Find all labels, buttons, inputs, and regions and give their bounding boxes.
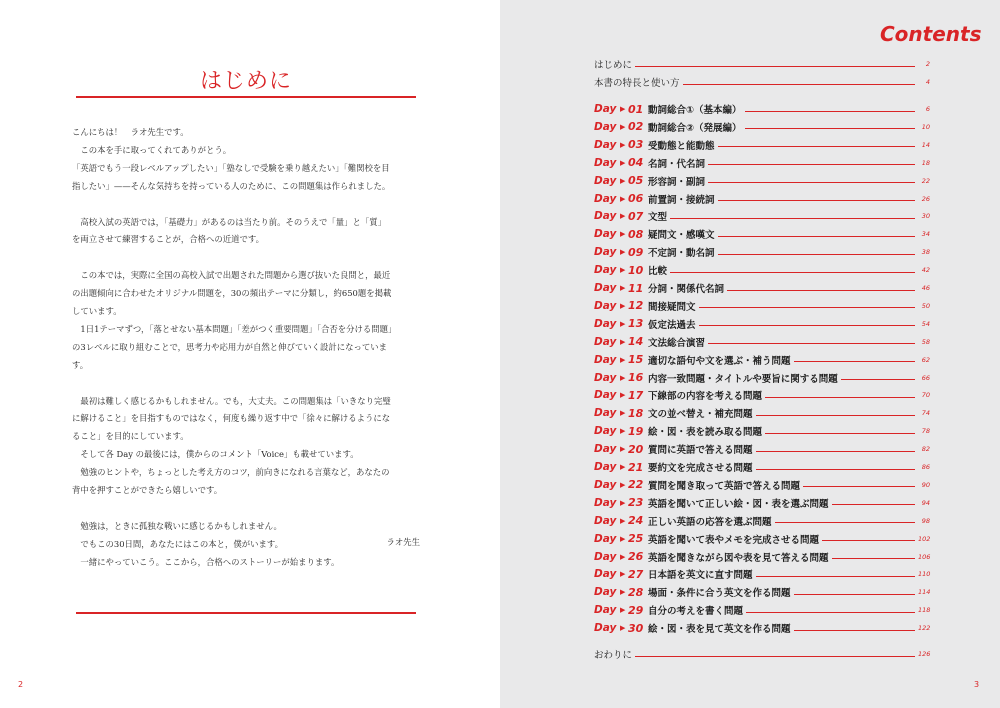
day-label: Day: [594, 371, 617, 384]
toc-page-number: 30: [921, 212, 930, 221]
leader-line: [670, 272, 915, 273]
toc-entry-label: 形容詞・副詞: [648, 176, 706, 188]
toc-day-entry[interactable]: [594, 155, 930, 171]
toc-entry-label: 分詞・関係代名詞: [648, 284, 725, 295]
body-line: 一緒にやっていこう。ここから，合格へのストーリーが始まります。: [72, 556, 340, 567]
toc-day-entry[interactable]: [594, 280, 930, 296]
toc-entry-label: 英語を聞いて表やメモを完成させる問題: [648, 534, 820, 546]
day-number: 24: [628, 514, 644, 528]
day-label: Day: [594, 478, 617, 491]
toc-day-entry[interactable]: [594, 119, 930, 135]
leader-line: [699, 325, 915, 326]
intro-title: はじめに: [199, 69, 292, 94]
day-label: Day: [594, 192, 617, 205]
leader-line: [794, 361, 915, 362]
arrow-icon: ▶: [620, 427, 626, 436]
day-label: Day: [594, 282, 617, 294]
toc-page-number: 58: [921, 337, 930, 346]
leader-line: [745, 111, 915, 112]
arrow-icon: ▶: [620, 266, 626, 275]
toc-day-entry[interactable]: [594, 387, 930, 403]
arrow-icon: ▶: [620, 284, 626, 292]
day-number: 10: [628, 263, 644, 277]
body-line: 勉強のヒントや，ちょっとした考え方のコツ，前向きになれる言葉など，あなたの: [72, 467, 390, 478]
toc-day-entry[interactable]: [594, 262, 930, 278]
day-label: Day: [594, 210, 617, 223]
day-number: 03: [628, 138, 644, 152]
toc-day-entry[interactable]: [594, 602, 930, 618]
arrow-icon: ▶: [620, 534, 626, 543]
page-number-right: 3: [974, 680, 980, 689]
leader-line: [756, 469, 915, 470]
leader-line: [718, 254, 915, 255]
day-label: Day: [594, 174, 617, 187]
day-number: 27: [628, 567, 644, 581]
day-number: 14: [628, 335, 644, 349]
day-number: 25: [628, 532, 644, 546]
arrow-icon: ▶: [620, 624, 626, 633]
leader-line: [718, 146, 915, 147]
leader-line: [746, 612, 915, 613]
day-number: 15: [628, 353, 644, 367]
toc-day-entry[interactable]: [594, 298, 930, 314]
toc-day-entry[interactable]: [594, 173, 930, 189]
leader-line: [765, 397, 915, 398]
body-line: 勉強は，ときに孤独な戦いに感じるかもしれません。: [72, 520, 282, 531]
arrow-icon: ▶: [620, 409, 626, 418]
toc-page-number: 34: [921, 230, 930, 239]
arrow-icon: ▶: [620, 355, 626, 364]
toc-page-number: 118: [918, 606, 931, 615]
day-label: Day: [594, 550, 617, 563]
arrow-icon: ▶: [620, 319, 626, 328]
toc-page-number: 22: [921, 176, 930, 185]
toc-page-number: 90: [921, 480, 930, 489]
leader-line: [756, 451, 915, 452]
day-label: Day: [594, 138, 617, 151]
day-number: 05: [628, 174, 644, 188]
day-number: 16: [628, 371, 644, 384]
contents-heading: Contents: [880, 22, 982, 46]
toc-page-number: 114: [918, 588, 931, 597]
day-number: 11: [628, 281, 644, 295]
arrow-icon: ▶: [620, 248, 626, 257]
toc-entry-label: 下線部の内容を考える問題: [648, 391, 763, 403]
leader-line: [670, 218, 915, 219]
arrow-icon: ▶: [620, 230, 626, 239]
toc-day-entry[interactable]: [594, 495, 930, 511]
day-number: 21: [628, 460, 644, 474]
day-label: Day: [594, 443, 617, 456]
toc-day-entry[interactable]: [594, 101, 930, 117]
leader-line: [756, 576, 915, 577]
leader-line: [635, 66, 915, 67]
toc-entry-label: 適切な語句や文を選ぶ・補う問題: [648, 355, 791, 367]
arrow-icon: ▶: [620, 337, 626, 346]
body-line: 最初は難しく感じるかもしれません。でも，大丈夫。この問題集は「いきなり完璧: [72, 395, 391, 406]
leader-line: [832, 558, 915, 559]
day-number: 30: [628, 621, 644, 635]
toc-entry-label: 英語を聞きながら図や表を見て答える問題: [648, 552, 829, 564]
day-label: Day: [594, 120, 617, 133]
leader-line: [803, 486, 915, 487]
arrow-icon: ▶: [620, 498, 626, 507]
arrow-icon: ▶: [620, 391, 626, 400]
arrow-icon: ▶: [620, 158, 626, 167]
body-line: す。: [72, 359, 89, 370]
arrow-icon: ▶: [620, 570, 626, 579]
arrow-icon: ▶: [620, 194, 626, 203]
day-label: Day: [594, 568, 617, 581]
toc-day-entry[interactable]: [594, 352, 930, 368]
toc-page-number: 46: [921, 284, 930, 292]
day-label: Day: [594, 317, 617, 330]
toc-day-entry[interactable]: [594, 531, 930, 547]
day-label: Day: [594, 353, 617, 366]
toc-entry-label: 動詞総合①（基本編）: [648, 105, 742, 116]
arrow-icon: ▶: [620, 212, 626, 221]
leader-line: [708, 343, 915, 344]
toc-entry-label: 受動態と能動態: [648, 140, 715, 152]
toc-day-entry[interactable]: [594, 477, 930, 493]
toc-page-number: 70: [921, 391, 930, 400]
day-label: Day: [594, 389, 617, 402]
leader-line: [794, 630, 915, 631]
day-label: Day: [594, 246, 617, 259]
toc-entry-label: 要約文を完成させる問題: [648, 463, 753, 474]
page-number-left: 2: [18, 680, 24, 689]
leader-line: [765, 433, 915, 434]
day-label: Day: [594, 622, 617, 635]
leader-line: [775, 522, 915, 523]
toc-day-entry[interactable]: [594, 405, 930, 421]
day-label: Day: [594, 299, 617, 312]
toc-page-number: 78: [921, 427, 930, 436]
toc-day-entry[interactable]: [594, 137, 930, 153]
leader-line: [635, 656, 915, 657]
arrow-icon: ▶: [620, 105, 626, 113]
toc-day-entry[interactable]: [594, 334, 930, 350]
day-number: 08: [628, 227, 644, 241]
day-number: 09: [628, 245, 644, 259]
toc-day-entry[interactable]: [594, 191, 930, 207]
body-line: 高校入試の英語では，「基礎力」があるのは当たり前。そのうえで「量」と「質」: [72, 216, 387, 227]
day-number: 13: [628, 317, 644, 331]
leader-line: [683, 84, 915, 85]
paragraph-gap: [72, 500, 432, 518]
day-number: 29: [628, 603, 644, 617]
toc-page-number: 122: [918, 624, 931, 633]
toc-page-number: 82: [921, 445, 930, 454]
leader-line: [822, 540, 915, 541]
toc-day-entry[interactable]: [594, 620, 930, 636]
toc-page-number: 18: [921, 158, 930, 167]
toc-page-number: 14: [921, 140, 930, 149]
toc-day-entry[interactable]: [594, 459, 930, 475]
paragraph-gap: [72, 375, 432, 393]
toc-day-entry[interactable]: [594, 208, 930, 224]
toc-page-number: 38: [921, 248, 930, 257]
day-label: Day: [594, 496, 617, 509]
toc-page-number: 126: [918, 650, 931, 658]
toc-entry-label: 質問に英語で答える問題: [648, 445, 753, 457]
toc-page-number: 110: [918, 570, 931, 579]
toc-day-entry[interactable]: [594, 244, 930, 260]
toc-page-number: 42: [921, 266, 930, 275]
toc-day-entry[interactable]: [594, 226, 930, 242]
toc-day-entry[interactable]: [594, 549, 930, 565]
day-label: Day: [594, 461, 617, 473]
toc-entry-label: 文法総合演習: [648, 337, 706, 349]
arrow-icon: ▶: [620, 140, 626, 149]
toc-page-number: 66: [921, 373, 930, 382]
toc-day-entry[interactable]: [594, 423, 930, 439]
toc-page-number: 50: [921, 301, 930, 310]
toc-page-number: 74: [921, 409, 930, 418]
body-line: 指したい」——そんな気持ちを持っている人のために、この問題集は作られました。: [72, 180, 391, 191]
day-number: 23: [628, 496, 644, 510]
body-line: こんにちは！ ラオ先生です。: [72, 127, 189, 137]
toc-page-number: 102: [918, 534, 931, 543]
toc-entry-label: 自分の考えを書く問題: [648, 606, 744, 618]
day-label: Day: [594, 532, 617, 545]
body-line: に解けること」を目指すものではなく，何度も繰り返す中で「徐々に解けるようにな: [72, 413, 391, 424]
body-line: しています。: [72, 306, 122, 317]
day-number: 17: [628, 388, 644, 402]
day-label: Day: [594, 264, 617, 277]
toc-entry-label: 絵・図・表を読み取る問題: [648, 427, 763, 439]
toc-entry-label: 場面・条件に合う英文を作る問題: [648, 588, 791, 600]
toc-entry-label: 前置詞・接続詞: [648, 194, 715, 206]
leader-line: [794, 594, 915, 595]
toc-entry-label: 日本語を英文に直す問題: [648, 570, 753, 582]
toc-page-number: 6: [925, 105, 930, 113]
body-line: 「英語でもう一段レベルアップしたい」「塾なしで受験を乗り越えたい」「難関校を目: [72, 162, 390, 173]
toc-day-entry[interactable]: [594, 316, 930, 332]
toc-page-number: 26: [921, 194, 930, 203]
leader-line: [718, 236, 915, 237]
toc-entry[interactable]: [594, 74, 930, 90]
day-number: 19: [628, 424, 644, 438]
body-line: そして各 Day の最後には，僕からのコメント「Voice」も載せています。: [72, 449, 359, 460]
toc-entry-label: 質問を聞き取って英語で答える問題: [648, 480, 801, 492]
toc-entry-label: 仮定法過去: [648, 319, 696, 331]
table-of-contents: [594, 0, 930, 708]
title-rule-top: [76, 96, 416, 98]
toc-day-entry[interactable]: [594, 370, 930, 386]
body-line: ること」を目的にしています。: [72, 431, 189, 442]
toc-entry-label: 英語を聞いて正しい絵・図・表を選ぶ問題: [648, 498, 829, 510]
toc-entry-label: 比較: [648, 266, 668, 278]
day-label: Day: [594, 586, 617, 599]
toc-day-entry[interactable]: [594, 513, 930, 529]
toc-entry-label: 動詞総合②（発展編）: [648, 122, 742, 134]
toc-page-number: 98: [921, 516, 930, 525]
toc-page-number: 106: [918, 552, 931, 561]
toc-page-number: 54: [921, 319, 930, 328]
day-number: 02: [628, 120, 644, 134]
arrow-icon: ▶: [620, 122, 626, 131]
body-line: この本を手に取ってくれてありがとう。: [72, 144, 232, 155]
paragraph-gap: [72, 196, 432, 214]
body-line: を両立させて練習することが，合格への近道です。: [72, 234, 264, 245]
arrow-icon: ▶: [620, 588, 626, 597]
body-line: この本では，実際に全国の高校入試で出題された問題から選び抜いた良問と，最近: [72, 270, 391, 281]
arrow-icon: ▶: [620, 445, 626, 454]
toc-entry-label: はじめに: [594, 60, 633, 71]
body-line: 1日1テーマずつ，「落とせない基本問題」「差がつく重要問題」「合否を分ける問題」: [72, 323, 397, 334]
day-number: 12: [628, 299, 644, 313]
arrow-icon: ▶: [620, 606, 626, 615]
toc-entry-label: 正しい英語の応答を選ぶ問題: [648, 516, 772, 528]
toc-entry-label: 不定詞・動名詞: [648, 248, 715, 260]
toc-entry-label: 間接疑問文: [648, 301, 696, 313]
day-number: 28: [628, 585, 644, 599]
body-line: 背中を押すことができたら嬉しいです。: [72, 485, 223, 496]
toc-page-number: 2: [925, 60, 930, 68]
day-number: 22: [628, 478, 644, 492]
toc-page-number: 62: [921, 355, 930, 364]
toc-entry[interactable]: [594, 56, 930, 72]
toc-entry-label: 絵・図・表を見て英文を作る問題: [648, 624, 791, 636]
day-label: Day: [594, 228, 617, 241]
paragraph-gap: [72, 249, 432, 267]
day-label: Day: [594, 156, 617, 169]
arrow-icon: ▶: [620, 516, 626, 525]
arrow-icon: ▶: [620, 176, 626, 185]
day-number: 20: [628, 442, 644, 456]
leader-line: [832, 504, 915, 505]
arrow-icon: ▶: [620, 463, 626, 471]
toc-day-entry[interactable]: [594, 566, 930, 582]
day-label: Day: [594, 425, 617, 438]
leader-line: [718, 200, 915, 201]
day-number: 01: [628, 102, 644, 116]
toc-page-number: 94: [921, 498, 930, 507]
toc-entry-label: 名詞・代名詞: [648, 158, 706, 170]
arrow-icon: ▶: [620, 480, 626, 489]
leader-line: [699, 307, 915, 308]
leader-line: [708, 164, 915, 165]
toc-day-entry[interactable]: [594, 584, 930, 600]
toc-entry[interactable]: [594, 646, 930, 662]
day-number: 06: [628, 192, 644, 205]
toc-page-number: 86: [921, 463, 930, 471]
day-label: Day: [594, 604, 617, 617]
day-number: 18: [628, 406, 644, 420]
toc-entry-label: 本書の特長と使い方: [594, 78, 680, 89]
title-rule-bottom: [76, 612, 416, 614]
toc-page-number: 4: [925, 78, 930, 86]
leader-line: [708, 182, 915, 183]
day-label: Day: [594, 335, 617, 348]
day-number: 07: [628, 209, 644, 223]
toc-entry-label: 内容一致問題・タイトルや要旨に関する問題: [648, 373, 838, 385]
signature: ラオ先生: [386, 537, 420, 547]
leader-line: [841, 379, 915, 380]
leader-line: [727, 290, 915, 291]
leader-line: [756, 415, 915, 416]
toc-entry-label: おわりに: [594, 650, 633, 661]
intro-body: [72, 124, 432, 572]
toc-entry-label: 文の並べ替え・補充問題: [648, 409, 753, 421]
day-label: Day: [594, 407, 617, 420]
toc-page-number: 10: [921, 122, 930, 131]
day-label: Day: [594, 103, 617, 115]
arrow-icon: ▶: [620, 373, 626, 382]
arrow-icon: ▶: [620, 552, 626, 561]
toc-entry-label: 文型: [648, 212, 668, 224]
body-line: の3レベルに取り組むことで，思考力や応用力が自然と伸びていく設計になっていま: [72, 341, 388, 352]
day-number: 26: [628, 550, 644, 563]
day-label: Day: [594, 514, 617, 527]
toc-day-entry[interactable]: [594, 441, 930, 457]
body-line: の出題傾向に合わせたオリジナル問題を，30の頻出テーマに分類し，約650題を掲載: [72, 288, 392, 299]
leader-line: [745, 128, 915, 129]
day-number: 04: [628, 156, 644, 170]
toc-entry-label: 疑問文・感嘆文: [648, 230, 715, 242]
arrow-icon: ▶: [620, 301, 626, 310]
body-line: でもこの30日間，あなたにはこの本と，僕がいます。: [72, 538, 283, 549]
